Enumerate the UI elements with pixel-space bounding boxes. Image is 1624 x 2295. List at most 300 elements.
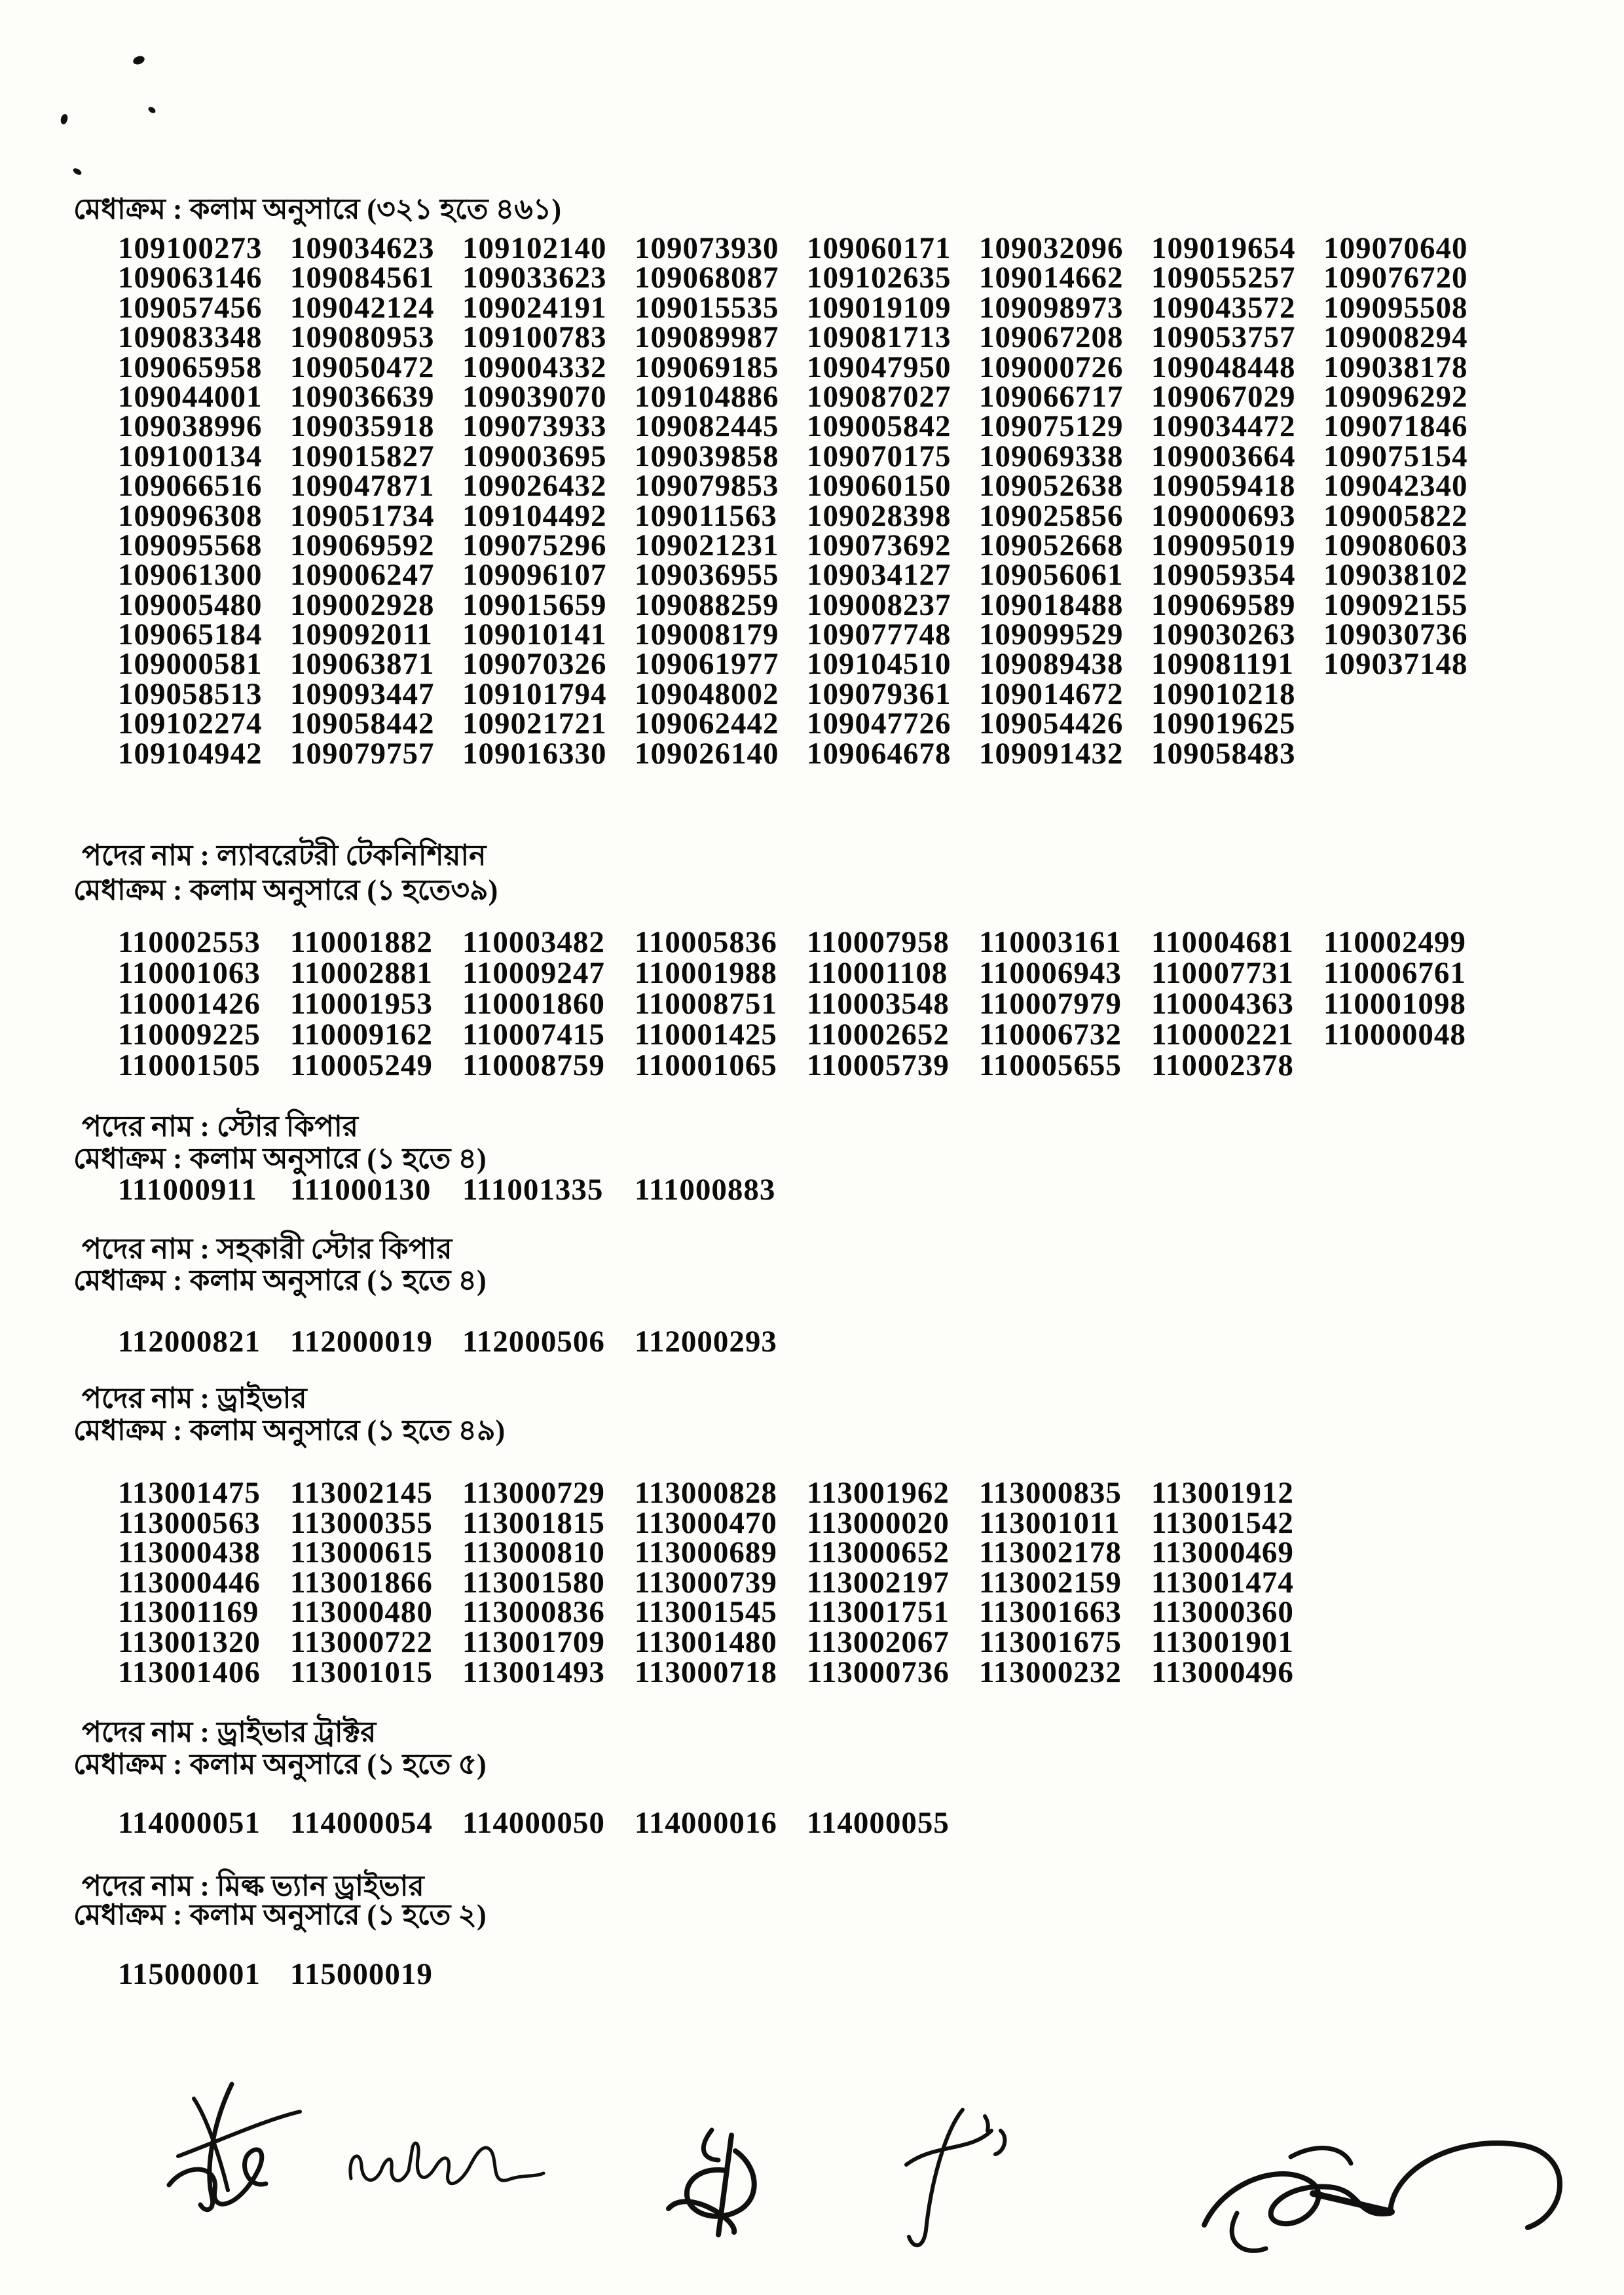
table-row: [118, 1324, 1496, 1359]
roll-number: 110005836: [635, 925, 777, 959]
roll-number: 113000020: [807, 1505, 950, 1540]
roll-number: 109061977: [635, 647, 779, 682]
roll-number: 109058483: [1151, 736, 1296, 771]
roll-number: 109019625: [1151, 707, 1296, 741]
roll-number: 109100134: [118, 439, 263, 473]
roll-number: 109003695: [462, 439, 607, 473]
table-row: [118, 409, 1496, 444]
roll-number: 113001663: [979, 1595, 1122, 1630]
roll-number: 113001912: [1151, 1476, 1294, 1510]
roll-number: 109058442: [290, 707, 435, 741]
roll-number: 109104510: [807, 647, 951, 682]
signature-5-icon: [1195, 2115, 1595, 2266]
roll-number: 109030736: [1323, 617, 1468, 652]
roll-number: 113001406: [118, 1655, 261, 1689]
table-row: [118, 617, 1496, 652]
roll-number: 109102274: [118, 707, 263, 741]
table-row: [118, 1655, 1496, 1689]
roll-number: 109069185: [635, 350, 779, 384]
roll-number: 110004681: [1151, 925, 1294, 959]
roll-number: 109070175: [807, 439, 951, 473]
roll-number: 109104942: [118, 736, 263, 771]
roll-number: 109056061: [979, 558, 1124, 593]
table-row: [118, 1565, 1496, 1600]
roll-number: 109005822: [1323, 498, 1468, 533]
roll-number: 109104492: [462, 498, 607, 533]
roll-number: 109051734: [290, 498, 435, 533]
roll-number: 109005842: [807, 409, 951, 444]
roll-number: 113001545: [635, 1595, 777, 1630]
roll-number-grid: [118, 1805, 1496, 1840]
table-row: [118, 587, 1496, 622]
roll-number: 109034623: [290, 231, 435, 265]
roll-number: 109052638: [979, 469, 1124, 504]
roll-number: 113000563: [118, 1505, 261, 1540]
merit-order-heading: মেধাক্রম : কলাম অনুসারে (১ হতে ৪): [73, 1143, 487, 1175]
roll-number: 109082445: [635, 409, 779, 444]
roll-number: 113002197: [807, 1565, 950, 1600]
merit-order-heading: মেধাক্রম : কলাম অনুসারে (১ হতে ৫): [73, 1748, 487, 1780]
roll-number: 113000232: [979, 1655, 1122, 1689]
roll-number: 109067208: [979, 320, 1124, 355]
roll-number: 109016330: [462, 736, 607, 771]
roll-number: 110003161: [979, 925, 1122, 959]
roll-number: 113001320: [118, 1625, 261, 1659]
roll-number: 109030263: [1151, 617, 1296, 652]
roll-number: 110005655: [979, 1048, 1122, 1082]
roll-number: 109066516: [118, 469, 263, 504]
roll-number: 109044001: [118, 379, 263, 414]
roll-number: 109080953: [290, 320, 435, 355]
roll-number: 110001425: [635, 1018, 777, 1052]
roll-number: 113001542: [1151, 1505, 1294, 1540]
post-name-heading: পদের নাম : ল্যাবরেটরী টেকনিশিয়ান: [82, 839, 487, 872]
table-row: [118, 1172, 1496, 1207]
table-row: [118, 955, 1496, 990]
roll-number: 109075154: [1323, 439, 1468, 473]
roll-number: 109025856: [979, 498, 1124, 533]
roll-number: 109068087: [635, 261, 779, 295]
roll-number-grid: [118, 230, 1496, 771]
roll-number: 110001108: [807, 956, 948, 990]
roll-number: 109039858: [635, 439, 779, 473]
roll-number: 109015827: [290, 439, 435, 473]
roll-number: 113000469: [1151, 1535, 1294, 1570]
roll-number: 109098973: [979, 290, 1124, 325]
roll-number: 110002378: [1151, 1048, 1294, 1082]
roll-number: 110005739: [807, 1048, 950, 1082]
roll-number: 109035918: [290, 409, 435, 444]
table-row: [118, 1475, 1496, 1510]
roll-number: 109034472: [1151, 409, 1296, 444]
roll-number: 109011563: [635, 498, 777, 533]
table-row: [118, 1048, 1496, 1082]
roll-number: 113001815: [462, 1505, 605, 1540]
roll-number: 109095019: [1151, 528, 1296, 562]
roll-number: 113000718: [635, 1655, 777, 1689]
roll-number: 109057456: [118, 290, 263, 325]
roll-number: 112000506: [462, 1325, 605, 1359]
roll-number: 109055257: [1151, 261, 1296, 295]
roll-number: 113002145: [290, 1476, 433, 1510]
roll-number: 113000722: [290, 1625, 433, 1659]
roll-number: 113000446: [118, 1565, 261, 1600]
signature-2-icon: [346, 2125, 549, 2197]
roll-number: 109047871: [290, 469, 435, 504]
merit-order-heading: মেধাক্রম : কলাম অনুসারে (১ হতে৩৯): [73, 874, 498, 906]
roll-number: 109038178: [1323, 350, 1468, 384]
roll-number: 109100273: [118, 231, 263, 265]
roll-number: 110007415: [462, 1018, 605, 1052]
roll-number: 113001675: [979, 1625, 1122, 1659]
roll-number: 110006761: [1323, 956, 1466, 990]
roll-number: 110001063: [118, 956, 261, 990]
roll-number: 110006943: [979, 956, 1122, 990]
table-row: [118, 676, 1496, 711]
roll-number: 109063871: [290, 647, 435, 682]
roll-number: 109062442: [635, 707, 779, 741]
roll-number: 109079361: [807, 676, 951, 711]
roll-number: 109073692: [807, 528, 951, 562]
roll-number: 109092011: [290, 617, 433, 652]
roll-number: 109052668: [979, 528, 1124, 562]
roll-number: 109047726: [807, 707, 951, 741]
roll-number: 110003482: [462, 925, 605, 959]
merit-order-heading: মেধাক্রম : কলাম অনুসারে (১ হতে ২): [73, 1899, 487, 1931]
roll-number: 110001953: [290, 987, 433, 1021]
roll-number: 109034127: [807, 558, 951, 593]
roll-number: 109008237: [807, 587, 951, 622]
merit-order-heading: মেধাক্রম : কলাম অনুসারে (১ হতে ৪): [73, 1264, 487, 1296]
roll-number: 110001065: [635, 1048, 777, 1082]
roll-number: 114000050: [462, 1806, 605, 1840]
roll-number: 113001866: [290, 1565, 433, 1600]
roll-number: 109050472: [290, 350, 435, 384]
roll-number: 109033623: [462, 261, 607, 295]
roll-number: 109053757: [1151, 320, 1296, 355]
table-row: [118, 1017, 1496, 1052]
table-row: [118, 320, 1496, 355]
roll-number: 109010218: [1151, 676, 1296, 711]
roll-number: 109042340: [1323, 469, 1468, 504]
roll-number: 110001505: [118, 1048, 261, 1082]
roll-number: 110001426: [118, 987, 261, 1021]
table-row: [118, 1805, 1496, 1840]
roll-number: 109065958: [118, 350, 263, 384]
roll-number: 109039070: [462, 379, 607, 414]
table-row: [118, 646, 1496, 682]
roll-number: 113000836: [462, 1595, 605, 1630]
roll-number: 110007958: [807, 925, 950, 959]
roll-number: 109069589: [1151, 587, 1296, 622]
roll-number: 109093447: [290, 676, 435, 711]
roll-number: 109019109: [807, 290, 951, 325]
roll-number: 113000729: [462, 1476, 605, 1510]
roll-number: 109037148: [1323, 647, 1468, 682]
roll-number: 109102140: [462, 231, 607, 265]
roll-number: 109104886: [635, 379, 779, 414]
table-row: [118, 736, 1496, 771]
roll-number: 109021721: [462, 707, 607, 741]
post-name-heading: পদের নাম : ড্রাইভার ট্রাক্টর: [82, 1716, 377, 1748]
table-row: [118, 1956, 1496, 1991]
merit-order-heading: মেধাক্রম : কলাম অনুসারে (৩২১ হতে ৪৬১): [73, 193, 562, 225]
roll-number: 109000693: [1151, 498, 1296, 533]
roll-number: 109075296: [462, 528, 607, 562]
roll-number: 113000496: [1151, 1655, 1294, 1689]
roll-number: 109076720: [1323, 261, 1468, 295]
roll-number: 109060171: [807, 231, 951, 265]
roll-number: 109075129: [979, 409, 1124, 444]
roll-number: 109043572: [1151, 290, 1296, 325]
roll-number: 109000581: [118, 647, 263, 682]
roll-number: 109073933: [462, 409, 607, 444]
table-row: [118, 925, 1496, 959]
post-name-heading: পদের নাম : ড্রাইভার: [82, 1382, 307, 1414]
roll-number: 109028398: [807, 498, 951, 533]
roll-number: 112000019: [290, 1325, 433, 1359]
roll-number: 109003664: [1151, 439, 1296, 473]
roll-number: 109048002: [635, 676, 779, 711]
table-row: [118, 230, 1496, 265]
roll-number: 109032096: [979, 231, 1124, 265]
table-row: [118, 557, 1496, 593]
table-row: [118, 528, 1496, 562]
roll-number: 112000821: [118, 1325, 261, 1359]
roll-number: 109079853: [635, 469, 779, 504]
roll-number: 109080603: [1323, 528, 1468, 562]
roll-number: 113000470: [635, 1505, 777, 1540]
roll-number: 109065184: [118, 617, 263, 652]
table-row: [118, 350, 1496, 384]
roll-number: 111000911: [118, 1173, 257, 1207]
roll-number: 113001493: [462, 1655, 605, 1689]
roll-number: 109059354: [1151, 558, 1296, 593]
roll-number: 109000726: [979, 350, 1124, 384]
roll-number-grid: [118, 1324, 1496, 1359]
roll-number: 110002652: [807, 1018, 950, 1052]
roll-number: 110008751: [635, 987, 777, 1021]
roll-number: 109092155: [1323, 587, 1468, 622]
table-row: [118, 498, 1496, 533]
roll-number: 113000652: [807, 1535, 950, 1570]
roll-number: 110002553: [118, 925, 261, 959]
roll-number: 115000019: [290, 1957, 433, 1991]
roll-number: 109015535: [635, 290, 779, 325]
post-name-heading: পদের নাম : স্টোর কিপার: [82, 1111, 358, 1143]
roll-number: 109100783: [462, 320, 607, 355]
roll-number: 114000016: [635, 1806, 777, 1840]
roll-number: 109026140: [635, 736, 779, 771]
roll-number: 109089438: [979, 647, 1124, 682]
roll-number: 110001098: [1323, 987, 1466, 1021]
roll-number: 109026432: [462, 469, 607, 504]
roll-number: 113001901: [1151, 1625, 1294, 1659]
roll-number: 111001335: [462, 1173, 604, 1207]
roll-number: 109091432: [979, 736, 1124, 771]
roll-number: 109073930: [635, 231, 779, 265]
roll-number: 109060150: [807, 469, 951, 504]
table-row: [118, 290, 1496, 325]
signature-4-icon: [889, 2102, 1014, 2259]
roll-number: 109096308: [118, 498, 263, 533]
roll-number: 110009247: [462, 956, 605, 990]
roll-number: 109047950: [807, 350, 951, 384]
roll-number: 113002178: [979, 1535, 1122, 1570]
roll-number: 109069338: [979, 439, 1124, 473]
roll-number: 113001580: [462, 1565, 605, 1600]
roll-number: 109077748: [807, 617, 951, 652]
roll-number: 109102635: [807, 261, 951, 295]
roll-number: 109004332: [462, 350, 607, 384]
roll-number: 109008179: [635, 617, 779, 652]
roll-number: 113000689: [635, 1535, 777, 1570]
roll-number: 109096292: [1323, 379, 1468, 414]
table-row: [118, 1505, 1496, 1540]
roll-number: 109081191: [1151, 647, 1294, 682]
table-row: [118, 468, 1496, 504]
signature-3-icon: [658, 2125, 773, 2243]
roll-number: 110007979: [979, 987, 1122, 1021]
roll-number: 110001860: [462, 987, 605, 1021]
roll-number: 109010141: [462, 617, 607, 652]
roll-number: 109070326: [462, 647, 607, 682]
roll-number: 109084561: [290, 261, 435, 295]
merit-order-heading: মেধাক্রম : কলাম অনুসারে (১ হতে ৪৯): [73, 1414, 506, 1446]
roll-number: 109015659: [462, 587, 607, 622]
roll-number: 113000828: [635, 1476, 777, 1510]
roll-number: 109070640: [1323, 231, 1468, 265]
roll-number: 109067029: [1151, 379, 1296, 414]
table-row: [118, 706, 1496, 741]
table-row: [118, 439, 1496, 473]
roll-number: 109087027: [807, 379, 951, 414]
post-name-heading: পদের নাম : সহকারী স্টোর কিপার: [82, 1233, 452, 1265]
roll-number: 109101794: [462, 676, 607, 711]
table-row: [118, 379, 1496, 414]
roll-number: 114000055: [807, 1806, 950, 1840]
roll-number: 109063146: [118, 261, 263, 295]
roll-number: 113000480: [290, 1595, 433, 1630]
roll-number: 111000130: [290, 1173, 432, 1207]
roll-number: 109048448: [1151, 350, 1296, 384]
roll-number: 113000835: [979, 1476, 1122, 1510]
roll-number: 109083348: [118, 320, 263, 355]
roll-number: 109066717: [979, 379, 1124, 414]
roll-number: 109099529: [979, 617, 1124, 652]
roll-number: 111000883: [635, 1173, 776, 1207]
roll-number: 113001474: [1151, 1565, 1294, 1600]
ink-specks: [39, 33, 210, 203]
roll-number: 113000438: [118, 1535, 261, 1570]
roll-number: 110002881: [290, 956, 433, 990]
roll-number: 113001962: [807, 1476, 950, 1510]
table-row: [118, 260, 1496, 295]
post-name-heading: পদের নাম : মিল্ক ভ্যান ড্রাইভার: [82, 1870, 424, 1902]
roll-number: 113001475: [118, 1476, 261, 1510]
roll-number: 109005480: [118, 587, 263, 622]
roll-number: 110007731: [1151, 956, 1294, 990]
roll-number: 109008294: [1323, 320, 1468, 355]
roll-number: 110004363: [1151, 987, 1294, 1021]
roll-number: 109036955: [635, 558, 779, 593]
roll-number: 110001882: [290, 925, 433, 959]
roll-number-grid: [118, 1172, 1496, 1207]
roll-number: 109042124: [290, 290, 435, 325]
roll-number: 113001169: [118, 1595, 259, 1630]
roll-number: 109081713: [807, 320, 951, 355]
roll-number: 110001988: [635, 956, 777, 990]
roll-number: 109019654: [1151, 231, 1296, 265]
roll-number: 109002928: [290, 587, 435, 622]
roll-number: 112000293: [635, 1325, 777, 1359]
roll-number: 113001011: [979, 1505, 1120, 1540]
roll-number-grid: [118, 1956, 1496, 1991]
table-row: [118, 1535, 1496, 1570]
roll-number: 110000221: [1151, 1018, 1294, 1052]
roll-number: 109021231: [635, 528, 779, 562]
roll-number: 109054426: [979, 707, 1124, 741]
roll-number: 110000048: [1323, 1018, 1466, 1052]
roll-number: 115000001: [118, 1957, 261, 1991]
roll-number: 114000051: [118, 1806, 261, 1840]
roll-number: 113001480: [635, 1625, 777, 1659]
roll-number: 113001015: [290, 1655, 433, 1689]
roll-number-grid: [118, 925, 1496, 1082]
roll-number: 113001709: [462, 1625, 605, 1659]
roll-number: 110003548: [807, 987, 950, 1021]
roll-number: 113002159: [979, 1565, 1122, 1600]
roll-number: 110009162: [290, 1018, 433, 1052]
roll-number: 113000736: [807, 1655, 950, 1689]
roll-number: 113000810: [462, 1535, 605, 1570]
roll-number: 110009225: [118, 1018, 261, 1052]
roll-number: 109089987: [635, 320, 779, 355]
roll-number: 113002067: [807, 1625, 950, 1659]
roll-number: 109079757: [290, 736, 435, 771]
roll-number: 110005249: [290, 1048, 433, 1082]
roll-number-grid: [118, 1475, 1496, 1689]
table-row: [118, 1594, 1496, 1630]
roll-number: 109014662: [979, 261, 1124, 295]
table-row: [118, 1625, 1496, 1659]
roll-number: 113000355: [290, 1505, 433, 1540]
roll-number: 109038996: [118, 409, 263, 444]
roll-number: 113000360: [1151, 1595, 1294, 1630]
roll-number: 109038102: [1323, 558, 1468, 593]
roll-number: 109024191: [462, 290, 607, 325]
roll-number: 109006247: [290, 558, 435, 593]
roll-number: 109095508: [1323, 290, 1468, 325]
roll-number: 109071846: [1323, 409, 1468, 444]
roll-number: 113000739: [635, 1565, 777, 1600]
signature-1-icon: [155, 2079, 312, 2220]
roll-number: 110002499: [1323, 925, 1466, 959]
roll-number: 109061300: [118, 558, 263, 593]
roll-number: 109096107: [462, 558, 607, 593]
roll-number: 109059418: [1151, 469, 1296, 504]
roll-number: 109095568: [118, 528, 263, 562]
table-row: [118, 986, 1496, 1021]
roll-number: 109018488: [979, 587, 1124, 622]
roll-number: 109036639: [290, 379, 435, 414]
roll-number: 109064678: [807, 736, 951, 771]
roll-number: 109069592: [290, 528, 435, 562]
roll-number: 110006732: [979, 1018, 1122, 1052]
roll-number: 113001751: [807, 1595, 950, 1630]
roll-number: 109088259: [635, 587, 779, 622]
roll-number: 114000054: [290, 1806, 433, 1840]
